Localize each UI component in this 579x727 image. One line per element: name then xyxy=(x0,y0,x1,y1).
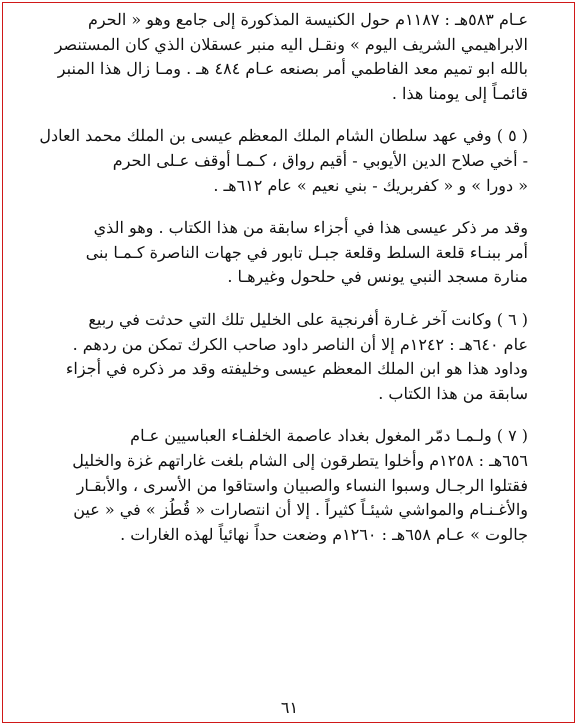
text-line: ( ٥ ) وفي عهد سلطان الشام الملك المعظم عيسى بن الملك محمد العادل xyxy=(39,126,528,146)
text-line: بالله ابو تميم معد الفاطمي أمر بصنعه عـام ٤٨٤ هـ . ومـا زال هذا المنبر xyxy=(57,59,528,79)
text-line: الابراهيمي الشريف اليوم » ونقـل اليه منبر عسقلان الذي كان المستنصر xyxy=(54,34,528,54)
text-line: - أخي صلاح الدين الأيوبي - أقيم رواق ، كـمـا أوقف عـلى الحرم xyxy=(112,150,528,170)
text-line: وداود هذا هو ابن الملك المعظم عيسى وخليفته وقد مر ذكره في أجزاء xyxy=(65,359,528,379)
paragraph xyxy=(36,124,528,198)
paragraph xyxy=(36,308,528,406)
text-line: ٦٥٦هـ : ١٢٥٨م وأخلوا يتطرقون إلى الشام بلغت غاراتهم غزة والخليل xyxy=(72,450,528,470)
paragraph xyxy=(36,216,528,290)
text-line: ( ٧ ) ولـمـا دمّر المغول بغداد عاصمة الخلفـاء العباسيين عـام xyxy=(130,426,528,446)
paragraph xyxy=(36,424,528,547)
text-line: أمر ببنـاء قلعة السلط وقلعة جبـل تابور في جهات الناصرة كـمـا بنى xyxy=(85,242,528,262)
page-number: ٦١ xyxy=(280,698,299,717)
text-line: سابقة من هذا الكتاب . xyxy=(378,383,528,403)
text-line: عـام ٥٨٣هـ : ١١٨٧م حول الكنيسة المذكورة إلى جامع وهو « الحرم xyxy=(87,10,528,29)
paragraph xyxy=(36,8,528,106)
text-line: جالوت » عـام ٦٥٨هـ : ١٢٦٠م وضعت حداً نهائياً لهذه الغارات . xyxy=(120,524,528,544)
text-line: والأغـنـام والمواشي شيئـاً كثيراً . إلا أن انتصارات « قُطُز » في « عين xyxy=(73,500,528,520)
text-line: « دورا » و « كفربريك - بني نعيم » عام ٦١٢هـ . xyxy=(213,175,528,195)
text-line: وقد مر ذكر عيسى هذا في أجزاء سابقة من هذا الكتاب . وهو الذي xyxy=(93,218,528,238)
text-line: قائمـاً إلى يومنا هذا . xyxy=(391,83,528,103)
text-line: عام ٦٤٠هـ : ١٢٤٢م إلا أن الناصر داود صاحب الكرك تمكن من ردهم . xyxy=(72,334,528,354)
text-line: ( ٦ ) وكانت آخر غـارة أفرنجية على الخليل تلك التي حدثت في ربيع xyxy=(88,309,528,329)
text-line: فقتلوا الرجـال وسبوا النساء والصبيان واستاقوا من الأسرى ، والأبقـار xyxy=(76,475,528,495)
text-line: منارة مسجد النبي يونس في حلحول وغيرهـا . xyxy=(227,267,528,287)
page-body xyxy=(36,8,528,565)
